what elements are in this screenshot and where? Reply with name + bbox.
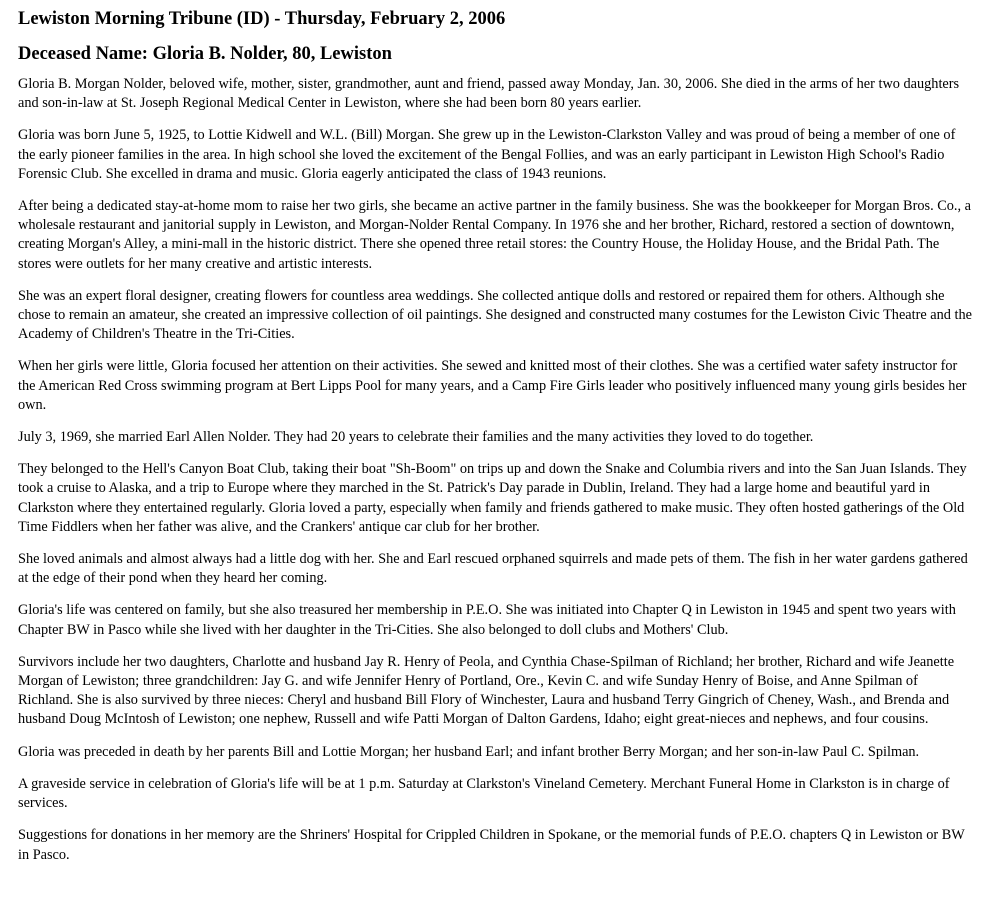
paragraph-8: She loved animals and almost always had a little dog with her. She and Earl rescued orphaned squirrels and made pets of them. The fish in her water gardens gathered at the edge of their pond when they heard her coming. xyxy=(18,551,968,587)
paragraph-12: A graveside service in celebration of Gloria's life will be at 1 p.m. Saturday at Clarkston's Vineland Cemetery. Merchant Funeral Home in Clarkston is in charge of services. xyxy=(18,775,950,812)
paragraph-10: Survivors include her two daughters, Charlotte and husband Jay R. Henry of Peola, and Cynthia Chase-Spilman of Richland; her brother, Richard and wife Jeanette Morgan of Lewiston; three grandchildren: Jay G. and wife Jennifer Henry of Portland, Ore., Kevin C. and wife Sunday Henry of Boise, and Anne Spilman of Richland. She is also survived by three nieces: Cheryl and husband Bill Flory of Winchester, Laura and husband Terry Gingrich of Cheney, Wash., and Brenda and husband Doug McIntosh of Lewiston; one nephew, Russell and wife Patti Morgan of Dalton Gardens, Idaho; eight great-nieces and nephews, and four cousins. xyxy=(18,653,955,728)
paragraph-6: July 3, 1969, she married Earl Allen Nolder. They had 20 years to celebrate their families and the many activities they loved to do together. xyxy=(18,429,814,446)
paragraph-7: They belonged to the Hell's Canyon Boat Club, taking their boat "Sh-Boom" on trips up and down the Snake and Columbia rivers and into the San Juan Islands. They took a cruise to Alaska, and a trip to Europe where they marched in the St. Patrick's Day parade in Dublin, Ireland. They had a large home and beautiful yard in Clarkston where they entertained regularly. Gloria loved a party, especially when family and friends gathered to make music. They often hosted gatherings of the Old Time Fiddlers when her father was alive, and the Crankers' antique car club for her brother. xyxy=(18,461,967,535)
paragraph-1: Gloria B. Morgan Nolder, beloved wife, mother, sister, grandmother, aunt and friend, passed away Monday, Jan. 30, 2006. She died in the arms of her two daughters and son-in-law at St. Joseph Regional Medical Center in Lewiston, where she had been born 80 years earlier. xyxy=(18,76,960,112)
newspaper-title: Lewiston Morning Tribune (ID) - Thursday, February 2, 2006 xyxy=(18,9,506,29)
paragraph-4: She was an expert floral designer, creating flowers for countless area weddings. She collected antique dolls and restored or repaired them for others. Although she chose to remain an amateur, she created an impressive collection of oil paintings. She designed and constructed many costumes for the Lewiston Civic Theatre and the Academy of Children's Theatre in the Tri-Cities. xyxy=(18,287,972,343)
obituary-body xyxy=(18,75,975,865)
paragraph-9: Gloria's life was centered on family, but she also treasured her membership in P.E.O. She was initiated into Chapter Q in Lewiston in 1945 and spent two years with Chapter BW in Pasco while she lived with her daughter in the Tri-Cities. She also belonged to doll clubs and Mothers' Club. xyxy=(18,602,956,638)
paragraph-13: Suggestions for donations in her memory are the Shriners' Hospital for Crippled Children in Spokane, or the memorial funds of P.E.O. chapters Q in Lewiston or BW in Pasco. xyxy=(18,827,965,863)
paragraph-2: Gloria was born June 5, 1925, to Lottie Kidwell and W.L. (Bill) Morgan. She grew up in the Lewiston-Clarkston Valley and was proud of being a member of one of the early pioneer families in the area. In high school she loved the excitement of the Bengal Follies, and was an early participant in Lewiston High School's Radio Forensic Club. She excelled in drama and music. Gloria eagerly anticipated the class of 1943 reunions. xyxy=(18,127,956,182)
paragraph-3: After being a dedicated stay-at-home mom to raise her two girls, she became an active partner in the family business. She was the bookkeeper for Morgan Bros. Co., a wholesale restaurant and janitorial supply in Lewiston, and Morgan-Nolder Rental Company. In 1976 she and her brother, Richard, restored a section of downtown, creating Morgan's Alley, a mini-mall in the historic district. There she opened three retail stores: the Country House, the Holiday House, and the Bridal Path. The stores were outlets for her many creative and artistic interests. xyxy=(18,198,971,272)
paragraph-11: Gloria was preceded in death by her parents Bill and Lottie Morgan; her husband Earl; and infant brother Berry Morgan; and her son-in-law Paul C. Spilman. xyxy=(18,743,920,760)
deceased-name-heading: Deceased Name: Gloria B. Nolder, 80, Lewiston xyxy=(18,44,392,64)
paragraph-5: When her girls were little, Gloria focused her attention on their activities. She sewed and knitted most of their clothes. She was a certified water safety instructor for the American Red Cross swimming program at Bert Lipps Pool for many years, and a Camp Fire Girls leader who positively influenced many young girls besides her own. xyxy=(18,358,967,413)
